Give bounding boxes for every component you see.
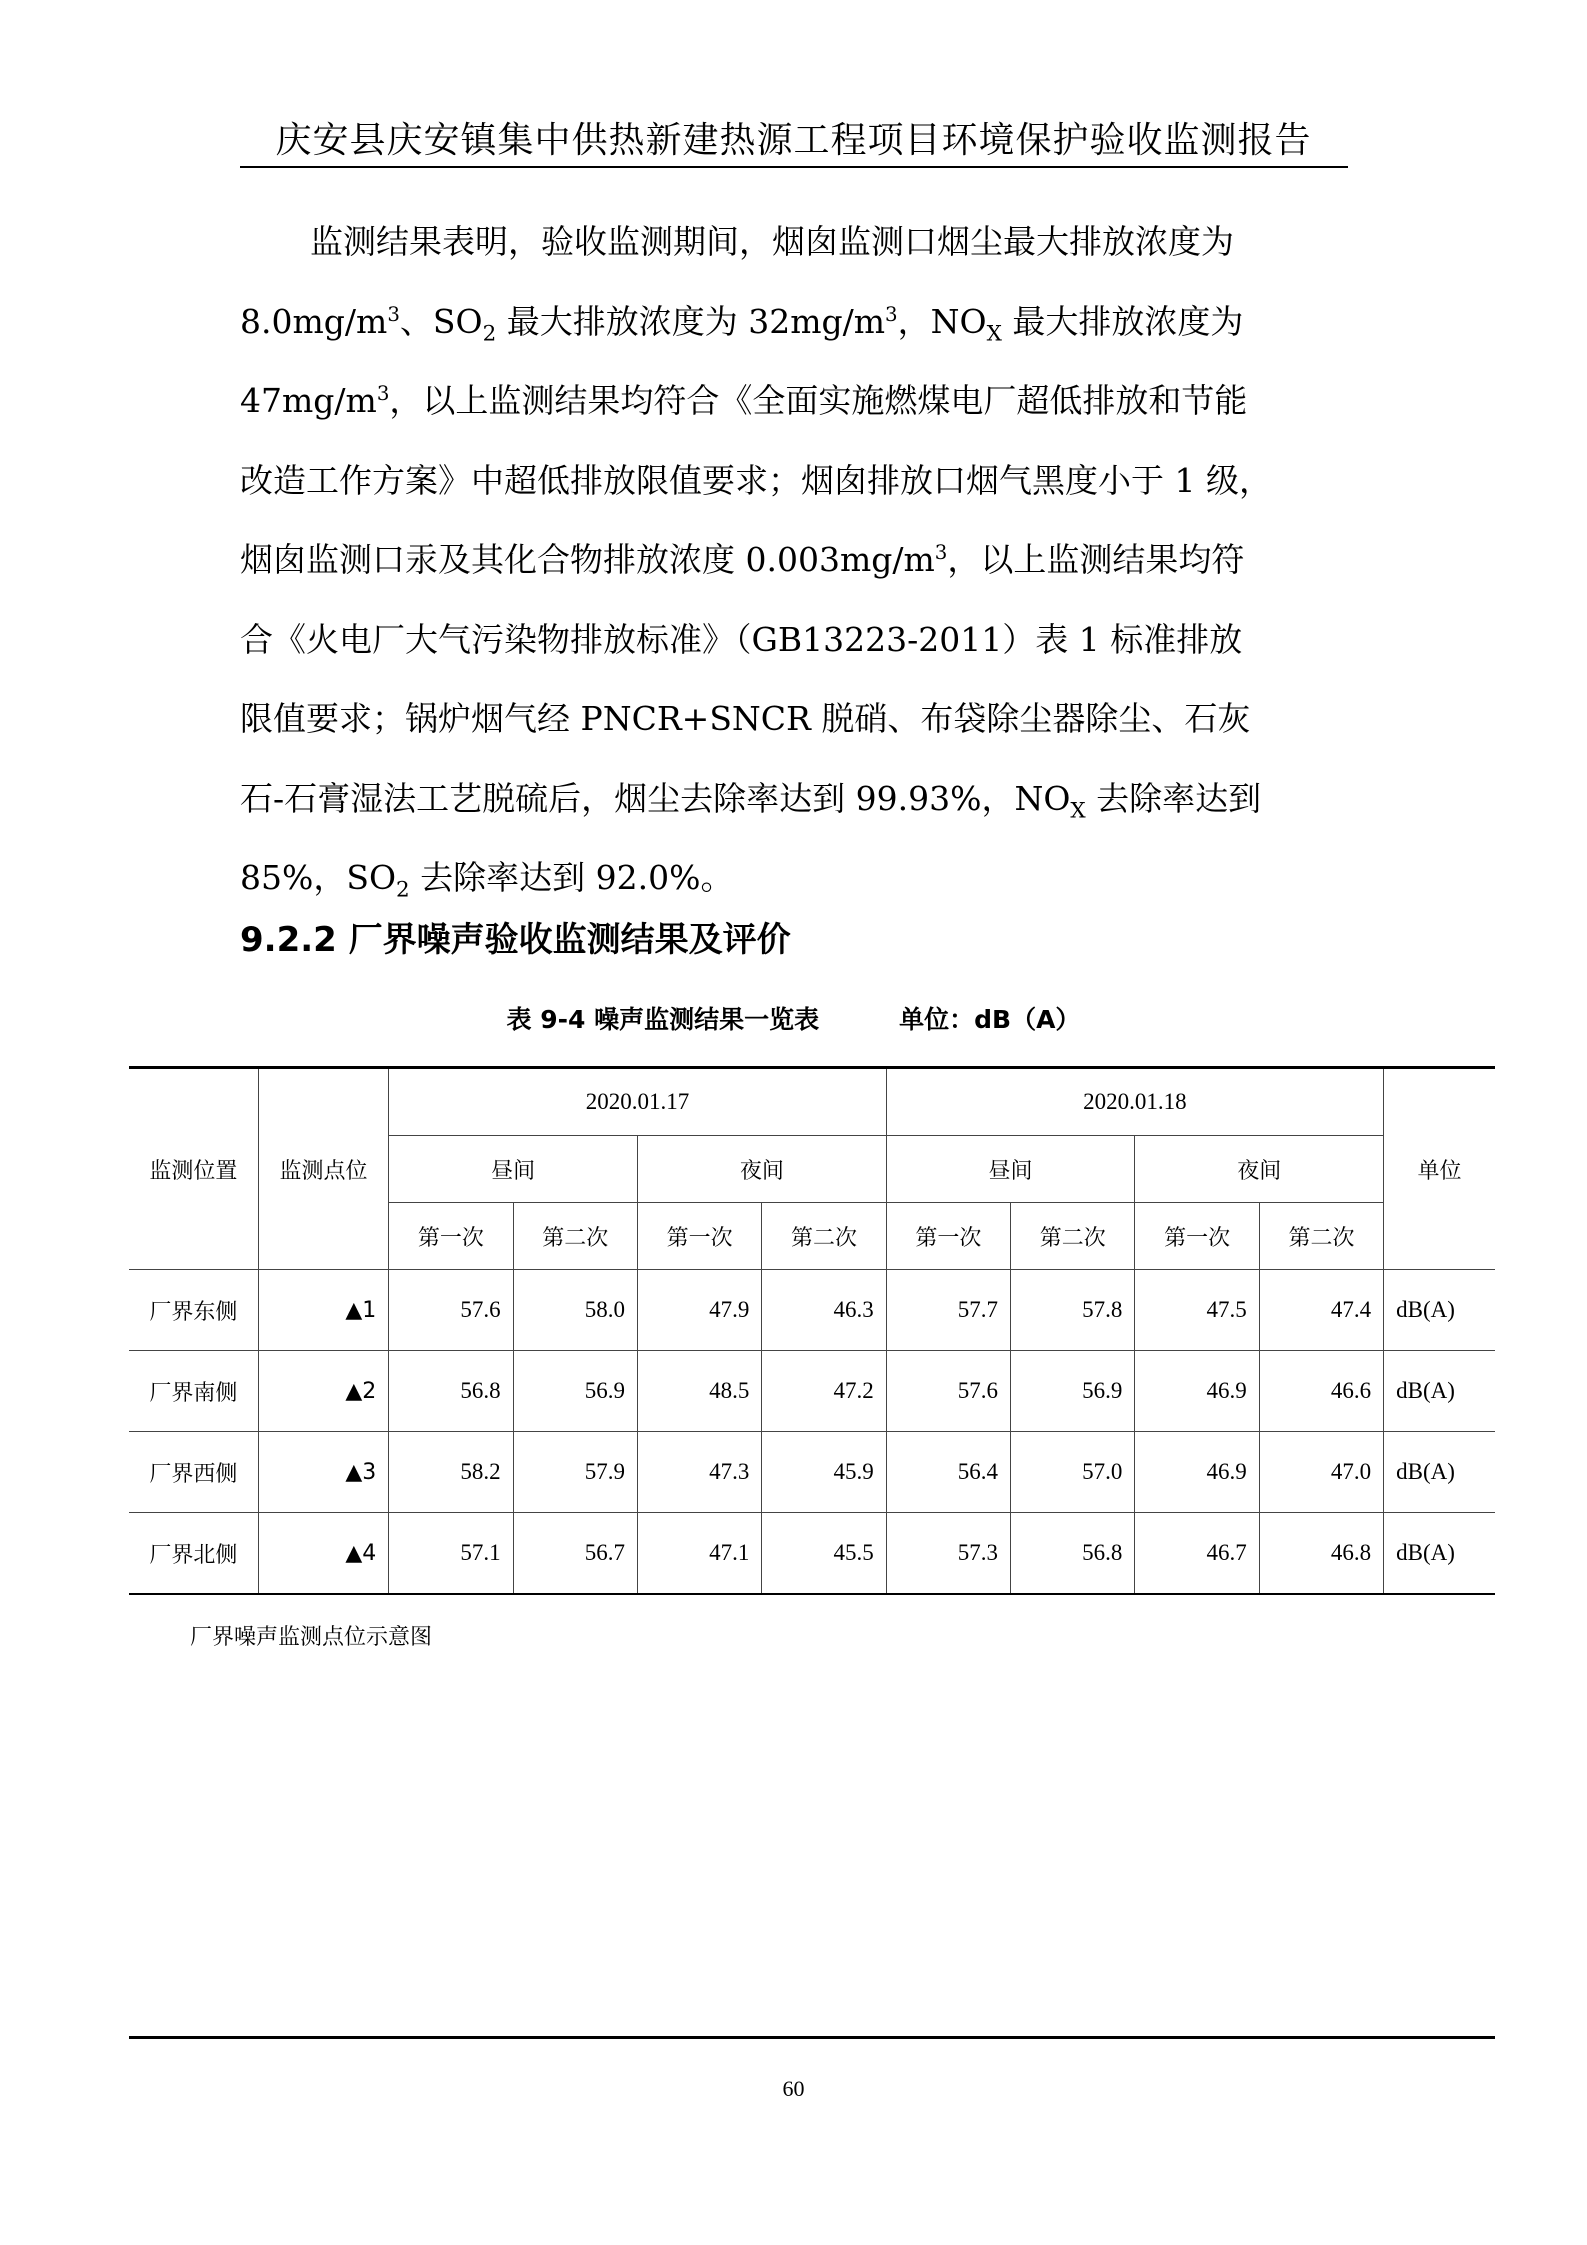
- header-round: 第一次: [637, 1203, 761, 1270]
- row-value: 57.7: [886, 1270, 1010, 1351]
- section-heading: 9.2.2 厂界噪声验收监测结果及评价: [240, 920, 791, 960]
- footer-divider: [129, 2036, 1495, 2039]
- row-value: 48.5: [637, 1351, 761, 1432]
- row-value: 56.8: [389, 1351, 513, 1432]
- noise-results-table: [129, 1066, 1495, 1595]
- paragraph-line-7: 限值要求；锅炉烟气经 PNCR+SNCR 脱硝、布袋除尘器除尘、石灰: [240, 699, 1251, 738]
- row-location: 厂界西侧: [129, 1432, 258, 1513]
- row-value: 58.2: [389, 1432, 513, 1513]
- row-value: 56.9: [1011, 1351, 1135, 1432]
- row-unit: dB(A): [1384, 1351, 1495, 1432]
- header-round: 第二次: [1259, 1203, 1383, 1270]
- row-value: 57.9: [513, 1432, 637, 1513]
- row-value: 47.5: [1135, 1270, 1259, 1351]
- row-unit: dB(A): [1384, 1432, 1495, 1513]
- table-row: [129, 1513, 1495, 1595]
- paragraph-line-1: 监测结果表明，验收监测期间，烟囱监测口烟尘最大排放浓度为: [310, 222, 1234, 261]
- header-location: 监测位置: [129, 1068, 258, 1270]
- header-point: 监测点位: [258, 1068, 388, 1270]
- header-round: 第二次: [762, 1203, 886, 1270]
- row-value: 56.4: [886, 1432, 1010, 1513]
- row-value: 46.6: [1259, 1351, 1383, 1432]
- figure-caption: 厂界噪声监测点位示意图: [190, 1625, 433, 1650]
- row-value: 57.1: [389, 1513, 513, 1595]
- row-value: 47.4: [1259, 1270, 1383, 1351]
- paragraph-line-2: $8.0mg/m^3$、$SO_2$ 最大排放浓度为 $32mg/m^3$，$NO_X$ 最大排放浓度为: [240, 301, 1244, 347]
- header-period: 夜间: [637, 1136, 886, 1203]
- row-value: 47.1: [637, 1513, 761, 1595]
- table-title: 表 9-4 噪声监测结果一览表: [506, 1005, 820, 1034]
- row-value: 46.9: [1135, 1432, 1259, 1513]
- header-round: 第二次: [1011, 1203, 1135, 1270]
- header-period: 昼间: [886, 1136, 1135, 1203]
- report-title: 庆安县庆安镇集中供热新建热源工程项目环境保护验收监测报告: [275, 120, 1312, 161]
- header-date-2: 2020.01.18: [886, 1068, 1383, 1136]
- row-point: ▲2: [258, 1351, 388, 1432]
- paragraph-line-9: 85%，$SO_2$ 去除率达到 92.0%。: [240, 858, 734, 903]
- header-round: 第一次: [1135, 1203, 1259, 1270]
- header-unit: 单位: [1384, 1068, 1495, 1270]
- row-value: 46.9: [1135, 1351, 1259, 1432]
- paragraph-line-3: $47mg/m^3$，以上监测结果均符合《全面实施燃煤电厂超低排放和节能: [240, 381, 1248, 420]
- row-value: 57.6: [389, 1270, 513, 1351]
- paragraph-line-8: 石-石膏湿法工艺脱硫后，烟尘去除率达到 99.93%，$NO_X$ 去除率达到: [240, 778, 1262, 824]
- header-period: 昼间: [389, 1136, 638, 1203]
- row-location: 厂界南侧: [129, 1351, 258, 1432]
- row-location: 厂界北侧: [129, 1513, 258, 1595]
- row-value: 58.0: [513, 1270, 637, 1351]
- row-point: ▲1: [258, 1270, 388, 1351]
- table-unit: 单位：dB（A）: [899, 1005, 1081, 1034]
- row-value: 57.0: [1011, 1432, 1135, 1513]
- table-row: [129, 1270, 1495, 1351]
- row-value: 47.3: [637, 1432, 761, 1513]
- header-period: 夜间: [1135, 1136, 1384, 1203]
- row-location: 厂界东侧: [129, 1270, 258, 1351]
- row-value: 57.8: [1011, 1270, 1135, 1351]
- row-value: 45.5: [762, 1513, 886, 1595]
- row-value: 45.9: [762, 1432, 886, 1513]
- row-unit: dB(A): [1384, 1513, 1495, 1595]
- header-round: 第一次: [886, 1203, 1010, 1270]
- header-round: 第一次: [389, 1203, 513, 1270]
- header-divider: [240, 166, 1348, 168]
- table-row: [129, 1351, 1495, 1432]
- row-value: 46.7: [1135, 1513, 1259, 1595]
- row-value: 57.6: [886, 1351, 1010, 1432]
- row-value: 56.8: [1011, 1513, 1135, 1595]
- row-point: ▲4: [258, 1513, 388, 1595]
- row-value: 47.9: [637, 1270, 761, 1351]
- table-caption: [0, 1000, 1587, 1036]
- paragraph-line-5: 烟囱监测口汞及其化合物排放浓度 $0.003mg/m^3$，以上监测结果均符: [240, 540, 1245, 579]
- row-value: 47.2: [762, 1351, 886, 1432]
- row-point: ▲3: [258, 1432, 388, 1513]
- header-round: 第二次: [513, 1203, 637, 1270]
- paragraph-line-6: 合《火电厂大气污染物排放标准》（GB13223-2011）表 1 标准排放: [240, 619, 1243, 659]
- paragraph-line-4: 改造工作方案》中超低排放限值要求；烟囱排放口烟气黑度小于 1 级，: [240, 460, 1272, 500]
- row-value: 46.3: [762, 1270, 886, 1351]
- row-value: 56.9: [513, 1351, 637, 1432]
- summary-paragraph: [240, 202, 1348, 918]
- row-value: 57.3: [886, 1513, 1010, 1595]
- page-number: 60: [782, 2076, 805, 2101]
- row-value: 47.0: [1259, 1432, 1383, 1513]
- row-unit: dB(A): [1384, 1270, 1495, 1351]
- row-value: 56.7: [513, 1513, 637, 1595]
- header-row-dates: [129, 1068, 1495, 1136]
- row-value: 46.8: [1259, 1513, 1383, 1595]
- table-row: [129, 1432, 1495, 1513]
- header-date-1: 2020.01.17: [389, 1068, 886, 1136]
